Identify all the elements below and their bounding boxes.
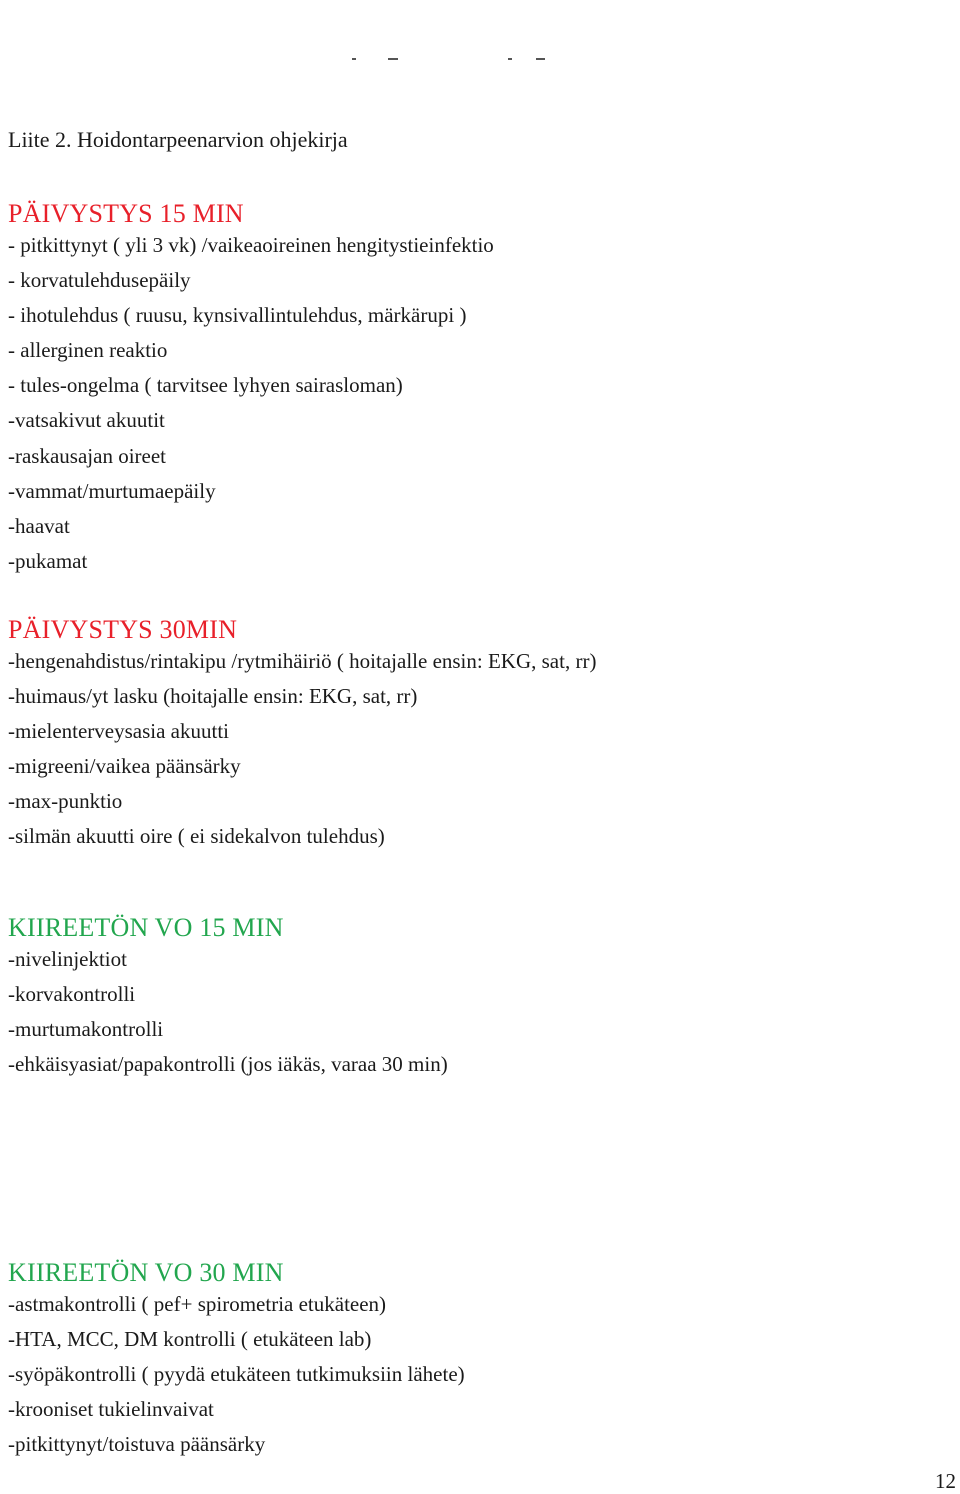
list-item: -silmän akuutti oire ( ei sidekalvon tulehdus) (8, 824, 385, 849)
list-item: - tules-ongelma ( tarvitsee lyhyen sairasloman) (8, 373, 403, 398)
list-item: -hengenahdistus/rintakipu /rytmihäiriö ( hoitajalle ensin: EKG, sat, rr) (8, 649, 597, 673)
section-heading: PÄIVYSTYS 30MIN (8, 615, 238, 644)
list-item: -migreeni/vaikea päänsärky (8, 754, 241, 779)
list-item: -krooniset tukielinvaivat (8, 1397, 214, 1422)
section-heading: KIIREETÖN VO 30 MIN (8, 1258, 284, 1287)
list-item: -raskausajan oireet (8, 443, 167, 468)
section-kiireeton-vo-30-min (8, 1258, 465, 1462)
list-item: -ehkäisyasiat/papakontrolli (jos iäkäs, varaa 30 min) (8, 1052, 448, 1077)
list-item: -astmakontrolli ( pef+ spirometria etukäteen) (8, 1292, 387, 1316)
page-number: 12 (935, 1469, 956, 1493)
document-title: Liite 2. Hoidontarpeenarvion ohjekirja (8, 127, 348, 152)
list-item: - korvatulehdusepäily (8, 268, 191, 293)
list-item: -murtumakontrolli (8, 1017, 164, 1042)
list-item: -nivelinjektiot (8, 947, 127, 971)
list-item: -max-punktio (8, 789, 123, 814)
section-kiireeton-vo-15-min (8, 913, 448, 1082)
list-item: -vammat/murtumaepäily (8, 478, 216, 503)
list-item: - pitkittynyt ( yli 3 vk) /vaikeaoireinen hengitystieinfektio (8, 233, 494, 257)
section-paivystys-15-min (8, 199, 494, 579)
scan-artifact-marks (0, 58, 960, 64)
list-item: -huimaus/yt lasku (hoitajalle ensin: EKG, sat, rr) (8, 684, 418, 709)
list-item: - ihotulehdus ( ruusu, kynsivallintulehdus, märkärupi ) (8, 303, 467, 328)
list-item: -pukamat (8, 548, 88, 573)
list-item: -korvakontrolli (8, 982, 136, 1007)
section-heading: PÄIVYSTYS 15 MIN (8, 199, 244, 228)
list-item: -syöpäkontrolli ( pyydä etukäteen tutkimuksiin lähete) (8, 1362, 465, 1387)
section-heading: KIIREETÖN VO 15 MIN (8, 913, 284, 942)
list-item: -vatsakivut akuutit (8, 408, 165, 433)
section-paivystys-30-min (8, 615, 596, 855)
section-item-list (8, 228, 494, 579)
list-item: -haavat (8, 513, 70, 538)
list-item: -HTA, MCC, DM kontrolli ( etukäteen lab) (8, 1327, 372, 1352)
list-item: - allerginen reaktio (8, 338, 168, 363)
section-item-list (8, 942, 448, 1082)
list-item: -mielenterveysasia akuutti (8, 719, 230, 744)
section-item-list (8, 1287, 465, 1462)
list-item: -pitkittynyt/toistuva päänsärky (8, 1432, 266, 1457)
section-item-list (8, 644, 596, 855)
